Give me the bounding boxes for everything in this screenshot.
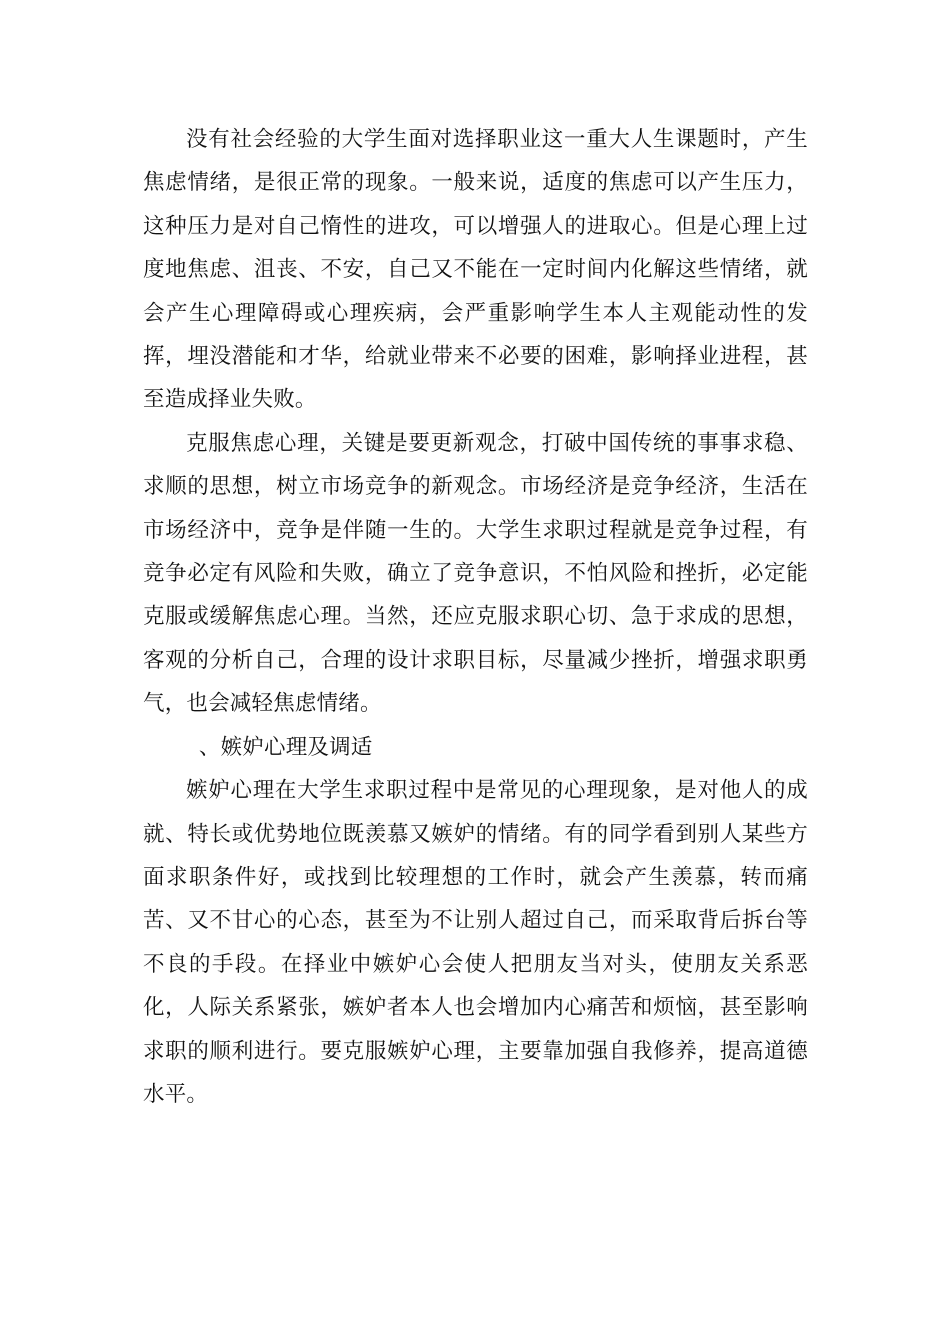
section-heading-jealousy: 、嫉妒心理及调适 [198,734,373,760]
paragraph-anxiety-intro: 没有社会经验的大学生面对选择职业这一重大人生课题时，产生焦虑情绪，是很正常的现象。一般来说，适度的焦虑可以产生压力，这种压力是对自己惰性的进攻，可以增强人的进取心。但是心理上过度地焦虑、沮丧、不安，自己又不能在一定时间内化解这些情绪，就会产生心理障碍或心理疾病，会严重影响学生本人主观能动性的发挥，埋没潜能和才华，给就业带来不必要的困难，影响择业进程，甚至造成择业失败。 [143,127,808,413]
document-body [143,118,808,1116]
paragraph-jealousy: 嫉妒心理在大学生求职过程中是常见的心理现象，是对他人的成就、特长或优势地位既羡慕又嫉妒的情绪。有的同学看到别人某些方面求职条件好，或找到比较理想的工作时，就会产生羡慕，转而痛苦、又不甘心的心态，甚至为不让别人超过自己，而采取背后拆台等不良的手段。在择业中嫉妒心会使人把朋友当对头，使朋友关系恶化，人际关系紧张，嫉妒者本人也会增加内心痛苦和烦恼，甚至影响求职的顺利进行。要克服嫉妒心理，主要靠加强自我修养，提高道德水平。 [143,778,808,1107]
paragraph-overcome-anxiety: 克服焦虑心理，关键是要更新观念，打破中国传统的事事求稳、求顺的思想，树立市场竞争的新观念。市场经济是竞争经济，生活在市场经济中，竞争是伴随一生的。大学生求职过程就是竞争过程，有竞争必定有风险和失败，确立了竞争意识，不怕风险和挫折，必定能克服或缓解焦虑心理。当然，还应克服求职心切、急于求成的思想，客观的分析自己，合理的设计求职目标，尽量减少挫折，增强求职勇气，也会减轻焦虑情绪。 [143,430,808,717]
